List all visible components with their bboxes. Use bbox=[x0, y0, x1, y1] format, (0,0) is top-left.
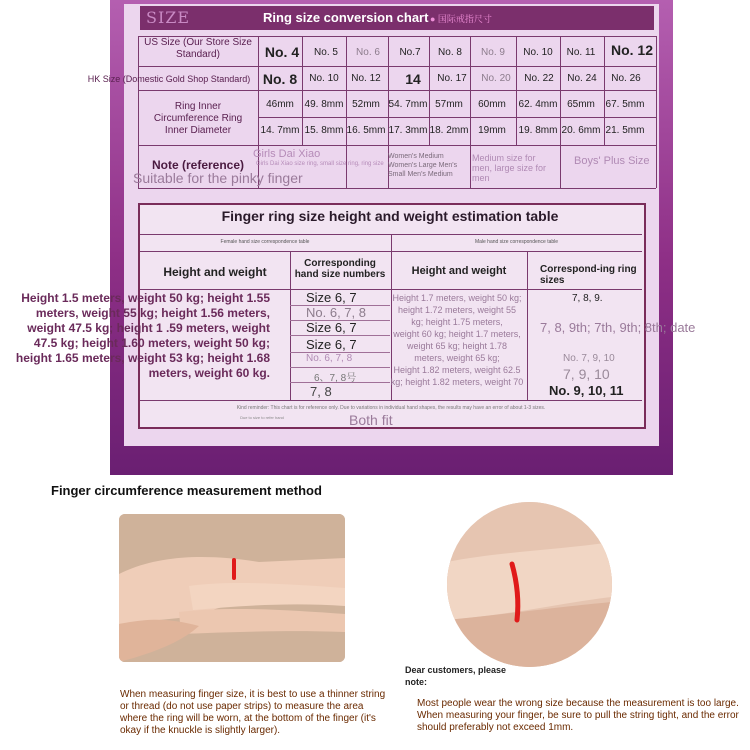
hk-size-cell: No. 20 bbox=[481, 73, 511, 84]
circumference-cell: 65mm bbox=[567, 99, 595, 110]
finger-closeup-photo bbox=[447, 502, 612, 667]
us-size-cell: No. 5 bbox=[314, 47, 338, 58]
left-hw-overlay: Height 1.5 meters, weight 50 kg; height 1.55 meters, weight 55 kg; height 1.56 meters, weight 47.5 kg; height 1 .59 meters, weight 47.5 kg; height 1.60 meters, weight 50 kg; height 1.65 meters, weight 53 kg; height 1.68 meters, weight 60 kg. bbox=[15, 291, 270, 380]
estimation-footer-note2: Due to size to refer hand bbox=[240, 415, 284, 420]
finger-with-string-icon bbox=[447, 502, 612, 667]
hand-with-string-icon bbox=[119, 514, 345, 662]
diameter-cell: 21. 5mm bbox=[605, 125, 645, 136]
us-size-cell: No. 11 bbox=[566, 47, 596, 58]
note-medium: Medium size for men, large size for men bbox=[472, 153, 547, 183]
circumference-cell: 52mm bbox=[352, 99, 380, 110]
note-girls-sub: Girls Dai Xiao size ring, small size ring, ring size bbox=[256, 161, 384, 167]
hk-size-cell: No. 8 bbox=[262, 71, 298, 87]
right-size-cell: No. 7, 9, 10 bbox=[563, 353, 615, 364]
note-pinky: Suitable for the pinky finger bbox=[133, 170, 303, 186]
diameter-cell: 18. 2mm bbox=[429, 125, 469, 136]
left-size-cell: Size 6, 7 bbox=[306, 290, 357, 305]
circumference-cell: 46mm bbox=[266, 99, 294, 110]
note-heading: Dear customers, please note: bbox=[405, 665, 507, 687]
us-size-cell: No. 6 bbox=[356, 47, 380, 58]
right-hw-line: kg; height 1.82 meters, weight 70 bbox=[390, 377, 524, 387]
estimation-footer-note: Kind reminder: This chart is for reference only. Due to variations in individual hand shapes, the results may have an error of about 1-3 sizes. bbox=[236, 405, 546, 411]
diameter-cell: 20. 6mm bbox=[561, 125, 601, 136]
diameter-cell: 19mm bbox=[478, 125, 506, 136]
estimation-title: Finger ring size height and weight estimation table bbox=[221, 208, 559, 224]
corr-right-header: Correspond-ing ring sizes bbox=[540, 264, 637, 286]
note-boys: Boys' Plus Size bbox=[574, 155, 650, 167]
left-size-cell: No. 6, 7, 8 bbox=[306, 305, 366, 320]
us-size-cell: No. 10 bbox=[523, 47, 553, 58]
circumference-cell: 62. 4mm bbox=[518, 99, 558, 110]
hk-size-cell: No. 12 bbox=[351, 73, 381, 84]
conversion-title: Ring size conversion chart bbox=[263, 10, 429, 25]
note-label: Note (reference) bbox=[152, 158, 245, 172]
hk-size-label: HK Size (Domestic Gold Shop Standard) bbox=[87, 74, 251, 84]
corr-left-header: Corresponding hand size numbers bbox=[294, 258, 386, 280]
right-list-overlay: 7, 8, 9th; 7th, 9th; 8th; date bbox=[540, 320, 696, 335]
left-size-cell: 6、7, 8号 bbox=[314, 373, 357, 384]
hk-size-cell: No. 24 bbox=[567, 73, 597, 84]
us-size-label: US Size (Our Store Size Standard) bbox=[144, 37, 252, 60]
conversion-subtitle: ● 国际戒指尺寸 bbox=[430, 14, 492, 24]
right-hw-line: meters, weight 65 kg; bbox=[414, 353, 500, 363]
circumference-cell: 67. 5mm bbox=[605, 99, 645, 110]
circumference-cell: 60mm bbox=[478, 99, 506, 110]
diameter-cell: 19. 8mm bbox=[518, 125, 558, 136]
male-caption: Male hand size correspondence table bbox=[474, 239, 559, 245]
us-size-cell: No.7 bbox=[399, 47, 421, 58]
measurement-heading: Finger circumference measurement method bbox=[51, 483, 322, 498]
left-size-cell: Size 6, 7 bbox=[306, 337, 357, 352]
diameter-cell: 14. 7mm bbox=[260, 125, 300, 136]
note-girls: Girls Dai Xiao bbox=[253, 148, 321, 160]
us-size-cell: No. 4 bbox=[264, 44, 300, 60]
inner-label: Ring Inner Circumference Ring Inner Diameter bbox=[153, 101, 243, 136]
hk-size-cell: No. 10 bbox=[309, 73, 339, 84]
right-hw-line: height 1.72 meters, weight 55 bbox=[397, 305, 517, 315]
finger-measurement-photo bbox=[119, 514, 345, 662]
right-size-cell: 7, 8, 9. bbox=[572, 293, 603, 304]
right-hw-cell bbox=[385, 292, 529, 388]
hw-right-header: Height and weight bbox=[411, 265, 507, 277]
right-instructions: Most people wear the wrong size because the measurement is too large. When measuring your finger, be sure to pull the string tight, and the error should preferably not exceed 1mm. bbox=[417, 698, 739, 733]
hk-size-cell: No. 26 bbox=[611, 73, 641, 84]
circumference-cell: 54. 7mm bbox=[388, 99, 428, 110]
hk-size-cell: No. 22 bbox=[524, 73, 554, 84]
female-caption: Female hand size correspondence table bbox=[220, 239, 310, 245]
both-fit-label: Both fit bbox=[349, 412, 393, 428]
left-size-cell: 7, 8 bbox=[310, 384, 332, 399]
circumference-cell: 49. 8mm bbox=[304, 99, 344, 110]
us-size-cell: No. 12 bbox=[610, 42, 653, 58]
right-hw-line: kg; height 1.75 meters, bbox=[411, 317, 503, 327]
conversion-title-bar bbox=[140, 6, 654, 30]
hk-size-cell: 14 bbox=[405, 71, 421, 87]
right-hw-line: Height 1.7 meters, weight 50 kg; bbox=[392, 293, 522, 303]
us-size-cell: No. 8 bbox=[438, 47, 462, 58]
right-hw-line: weight 60 kg; height 1.7 meters, bbox=[393, 329, 521, 339]
diameter-cell: 17. 3mm bbox=[388, 125, 428, 136]
right-size-cell: No. 9, 10, 11 bbox=[549, 383, 624, 398]
right-hw-line: Height 1.82 meters, weight 62.5 bbox=[393, 365, 521, 375]
left-size-cell: Size 6, 7 bbox=[306, 320, 357, 335]
hw-left-header: Height and weight bbox=[163, 265, 267, 279]
left-size-cell: No. 6, 7, 8 bbox=[306, 353, 353, 364]
us-size-cell: No. 9 bbox=[481, 47, 505, 58]
note-women: Women's Medium Women's Large Men's Small Men's Medium bbox=[388, 153, 458, 178]
diameter-cell: 16. 5mm bbox=[346, 125, 386, 136]
right-hw-line: weight 65 kg; height 1.78 bbox=[406, 341, 508, 351]
right-size-cell: 7, 9, 10 bbox=[563, 366, 610, 382]
size-logo: SIZE bbox=[146, 8, 191, 27]
diameter-cell: 15. 8mm bbox=[304, 125, 344, 136]
hk-size-cell: No. 17 bbox=[437, 73, 467, 84]
left-instructions: When measuring finger size, it is best to use a thinner string or thread (do not use paper strips) to measure the area where the ring will be worn, at the bottom of the finger (it's okay if the knuckle is slightly larger). bbox=[120, 689, 386, 736]
circumference-cell: 57mm bbox=[435, 99, 463, 110]
